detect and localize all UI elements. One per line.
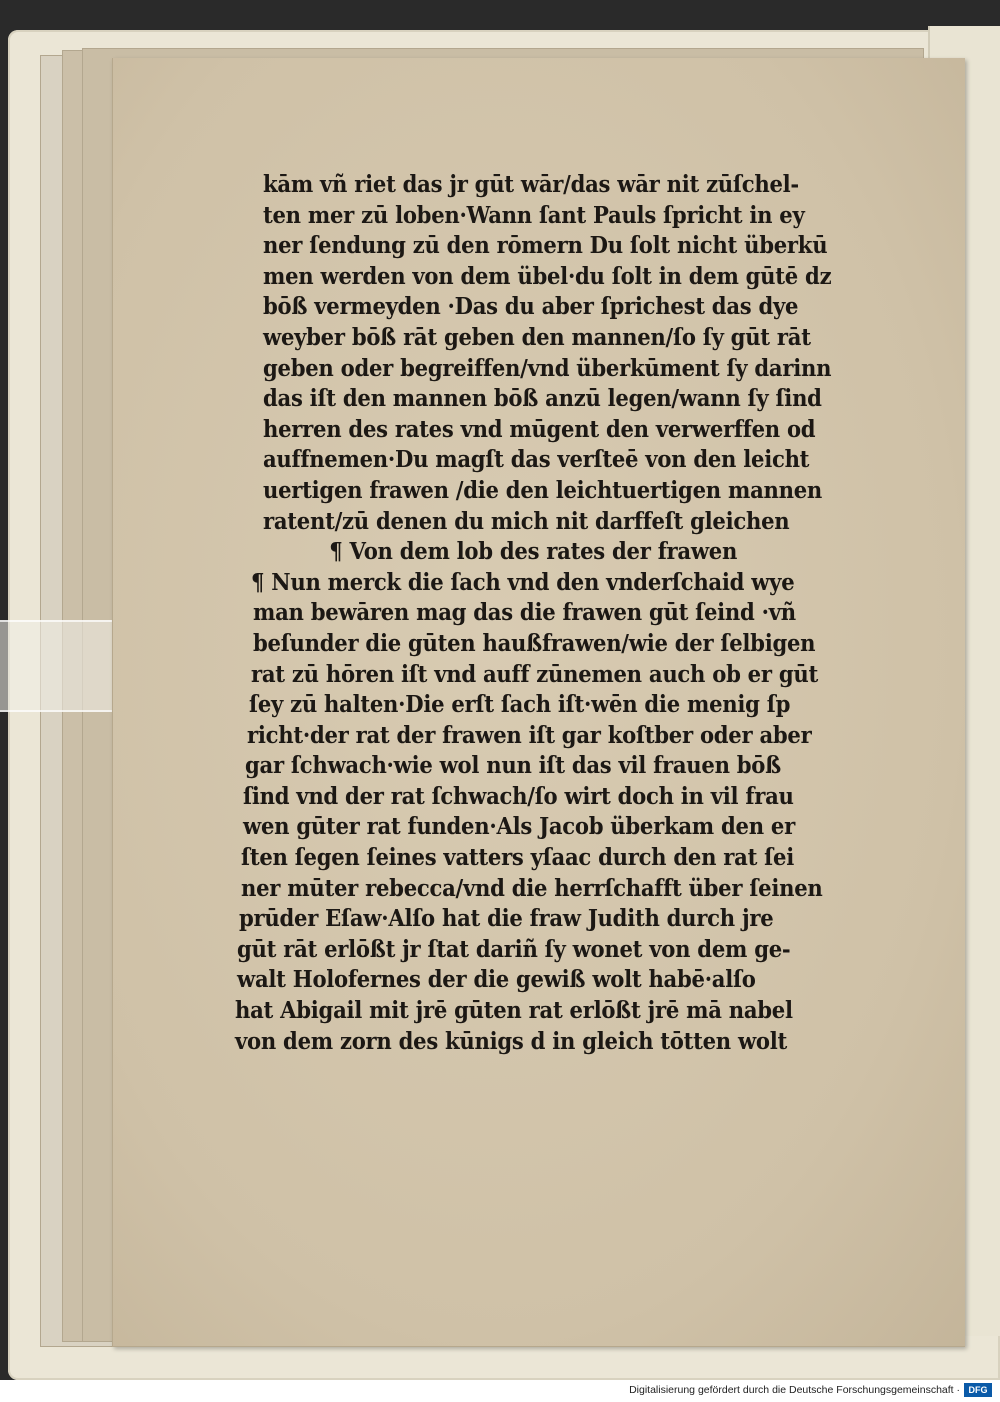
text-line: ner ſendung zū den rōmern Du ſolt nicht überkū xyxy=(263,232,828,260)
text-line: ner mūter rebecca/vnd die herrſchafft über ſeinen xyxy=(241,874,823,902)
text-line: richt·der rat der frawen iſt gar koſtber oder aber xyxy=(247,721,812,749)
dfg-logo: DFG xyxy=(964,1383,992,1397)
text-line: man bewāren mag das die frawen gūt ſeind ·vñ xyxy=(253,599,796,627)
funding-caption: Digitalisierung gefördert durch die Deutsche Forschungsgemeinschaft · xyxy=(629,1384,960,1396)
text-line: ten mer zū loben·Wann ſant Pauls ſpricht in ey xyxy=(263,201,805,229)
text-line: kām vñ riet das jr gūt wār/das wār nit zūſchel- xyxy=(263,171,799,198)
footer-caption-bar xyxy=(0,1380,1000,1402)
text-line: ratent/zū denen du mich nit darffeſt gleichen xyxy=(263,507,790,535)
text-line: uertigen frawen /die den leichtuertigen mannen xyxy=(263,476,823,504)
text-line: herren des rates vnd mūgent den verwerffen od xyxy=(263,415,816,443)
text-line: hat Abigail mit jrē gūten rat erlōßt jrē mā nabel xyxy=(235,997,793,1025)
text-line: walt Holofernes der die gewiß wolt habē·alſo xyxy=(237,966,756,994)
text-line: geben oder begreiffen/vnd überkūment ſy darinn xyxy=(263,354,832,382)
text-line: ſten ſegen ſeines vatters yſaac durch den rat ſei xyxy=(241,844,794,872)
text-line: ¶ Nun merck die ſach vnd den vnderſchaid wye xyxy=(251,568,795,596)
text-line: weyber bōß rāt geben den mannen/ſo ſy gūt rāt xyxy=(263,323,811,351)
text-line: beſunder die gūten haußfrawen/wie der ſelbigen xyxy=(253,629,816,657)
text-line: wen gūter rat funden·Als Jacob überkam den er xyxy=(243,813,795,841)
text-line: auffnemen·Du magſt das verſteē von den leicht xyxy=(263,446,810,474)
text-line: gūt rāt erlōßt jr ſtat dariñ ſy wonet von dem ge- xyxy=(237,935,791,963)
text-line: gar ſchwach·wie wol nun iſt das vil frauen bōß xyxy=(245,752,781,780)
text-line: rat zū hōren iſt vnd auff zūnemen auch ob er gūt xyxy=(251,660,818,688)
text-line: ſind vnd der rat ſchwach/ſo wirt doch in vil frau xyxy=(243,782,794,810)
text-line: von dem zorn des kūnigs d in gleich tōtten wolt xyxy=(235,1027,788,1055)
text-line: men werden von dem übel·du ſolt in dem gūtē dz xyxy=(263,262,832,290)
text-line: bōß vermeyden ·Das du aber ſprichest das dye xyxy=(263,293,799,321)
text-line: das iſt den mannen bōß anzū legen/wann ſy ſind xyxy=(263,385,822,413)
section-heading: ¶ Von dem lob des rates der frawen xyxy=(329,538,738,566)
text-block xyxy=(235,170,903,1057)
printed-page xyxy=(112,58,965,1347)
text-line: prūder Eſaw·Alſo hat die fraw Judith durch jre xyxy=(239,905,774,933)
text-line: ſey zū halten·Die erſt ſach iſt·wēn die menig ſp xyxy=(249,691,791,719)
